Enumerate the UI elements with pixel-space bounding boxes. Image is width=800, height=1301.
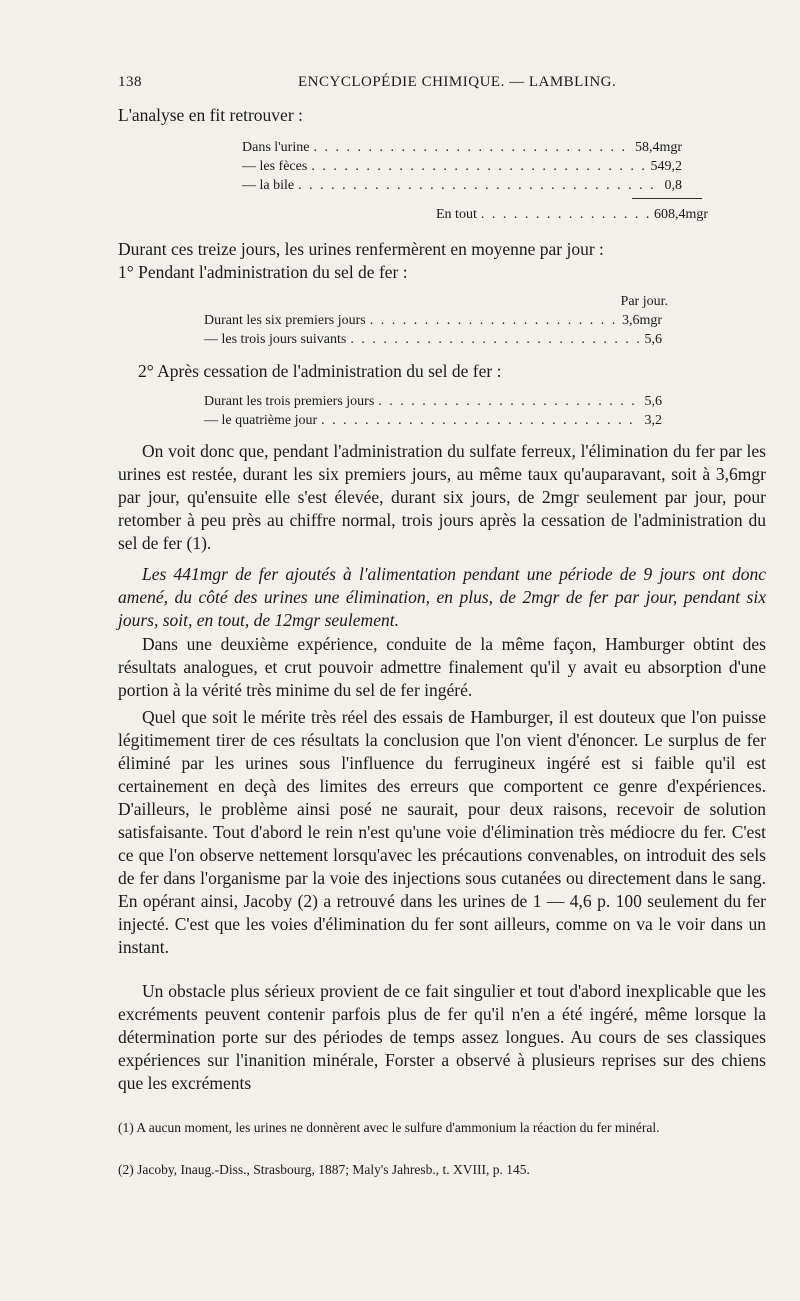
footnote-1: (1) A aucun moment, les urines ne donnèrent avec le sulfure d'ammonium la réaction du fer minéral.	[118, 1120, 660, 1135]
paragraph-3: Dans une deuxième expérience, conduite de la même façon, Hamburger obtint des résultats analogues, et crut pouvoir admettre finalement qu'il y avait eu absorption d'une portion à la vérité très minime du sel de fer ingéré.	[118, 634, 766, 700]
paragraph-1: On voit donc que, pendant l'administration du sulfate ferreux, l'élimination du fer par les urines est restée, durant les six premiers jours, au même taux qu'auparavant, soit à 3,6mgr par jour, qu'ensuite elle s'est élevée, durant six jours, de 2mgr seulement par jour, pour retomber à peu près au chiffre normal, trois jours après la cessation de l'administration du sel de fer (1).	[118, 441, 766, 553]
row-label: Dans l'urine	[242, 140, 310, 155]
table-row	[242, 159, 682, 177]
total-value: 608,4mgr	[653, 207, 708, 222]
row-label: — les trois jours suivants	[204, 332, 347, 347]
row-value: 58,4mgr	[634, 140, 682, 155]
footnote-2: (2) Jacoby, Inaug.-Diss., Strasbourg, 1887; Maly's Jahresb., t. XVIII, p. 145.	[118, 1162, 530, 1177]
running-title: ENCYCLOPÉDIE CHIMIQUE. — LAMBLING.	[298, 74, 617, 90]
total-label: En tout	[436, 207, 477, 222]
row-value: 3,6mgr	[621, 313, 662, 328]
item-1: 1° Pendant l'administration du sel de fer :	[118, 262, 408, 282]
table-row	[242, 140, 682, 158]
paragraph-4: Quel que soit le mérite très réel des essais de Hamburger, il est douteux que l'on puisse légitimement tirer de ces résultats la conclusion que l'on vient d'énoncer. Le surplus de fer éliminé par les urines sous l'influence du ferrugineux ingéré est si faible qu'il est certainement en deçà des limites des erreurs que comportent ce genre d'expériences. D'ailleurs, le problème ainsi posé ne saurait, pour deux raisons, recevoir de solution satisfaisante. Tout d'abord le rein n'est qu'une voie d'élimination très médiocre du fer. C'est ce que l'on observe nettement lorsqu'avec les précautions convenables, on introduit des sels de fer dans l'organisme par la voie des injections sous cutanées ou directement dans le sang. En opérant ainsi, Jacoby (2) a retrouvé dans les urines de 1 — 4,6 p. 100 seulement du fer injecté. C'est que les voies d'élimination du fer sont ailleurs, comme on va le voir dans un instant.	[118, 707, 766, 957]
row-value: 549,2	[650, 159, 682, 174]
page-number: 138	[118, 74, 142, 90]
table-row	[204, 313, 662, 331]
row-value: 5,6	[644, 332, 662, 347]
table-row	[204, 394, 662, 412]
paragraph-2-italic: Les 441mgr de fer ajoutés à l'alimentation pendant une période de 9 jours ont donc amené, du côté des urines une élimination, en plus, de 2mgr de fer par jour, pendant six jours, soit, en tout, de 12mgr seulement.	[118, 564, 766, 630]
row-label: — le quatrième jour	[204, 413, 318, 428]
paragraph-5: Un obstacle plus sérieux provient de ce fait singulier et tout d'abord inexplicable que les excréments peuvent contenir parfois plus de fer qu'il n'en a été ingéré, même lorsque la détermination porte sur des périodes de temps assez longues. Au cours de ses classiques expériences sur l'inanition minérale, Forster a observé à plusieurs reprises sur des chiens que les excréments	[118, 981, 766, 1093]
intro-line: L'analyse en fit retrouver :	[118, 105, 303, 125]
row-label: Durant les trois premiers jours	[204, 394, 375, 409]
total-row	[436, 207, 708, 225]
unit-header: Par jour.	[620, 294, 668, 309]
row-label: Durant les six premiers jours	[204, 313, 366, 328]
running-header	[118, 74, 768, 96]
table-row	[204, 413, 662, 431]
item-2: 2° Après cessation de l'administration du sel de fer :	[138, 361, 502, 381]
row-value: 3,2	[644, 413, 662, 428]
row-value: 0,8	[664, 178, 682, 193]
sum-rule	[632, 198, 702, 199]
table-row	[204, 332, 662, 350]
row-value: 5,6	[644, 394, 662, 409]
paragraph-durant: Durant ces treize jours, les urines renfermèrent en moyenne par jour :	[118, 239, 604, 259]
row-label: — les fèces	[242, 159, 308, 174]
row-label: — la bile	[242, 178, 295, 193]
table-row	[242, 178, 682, 196]
